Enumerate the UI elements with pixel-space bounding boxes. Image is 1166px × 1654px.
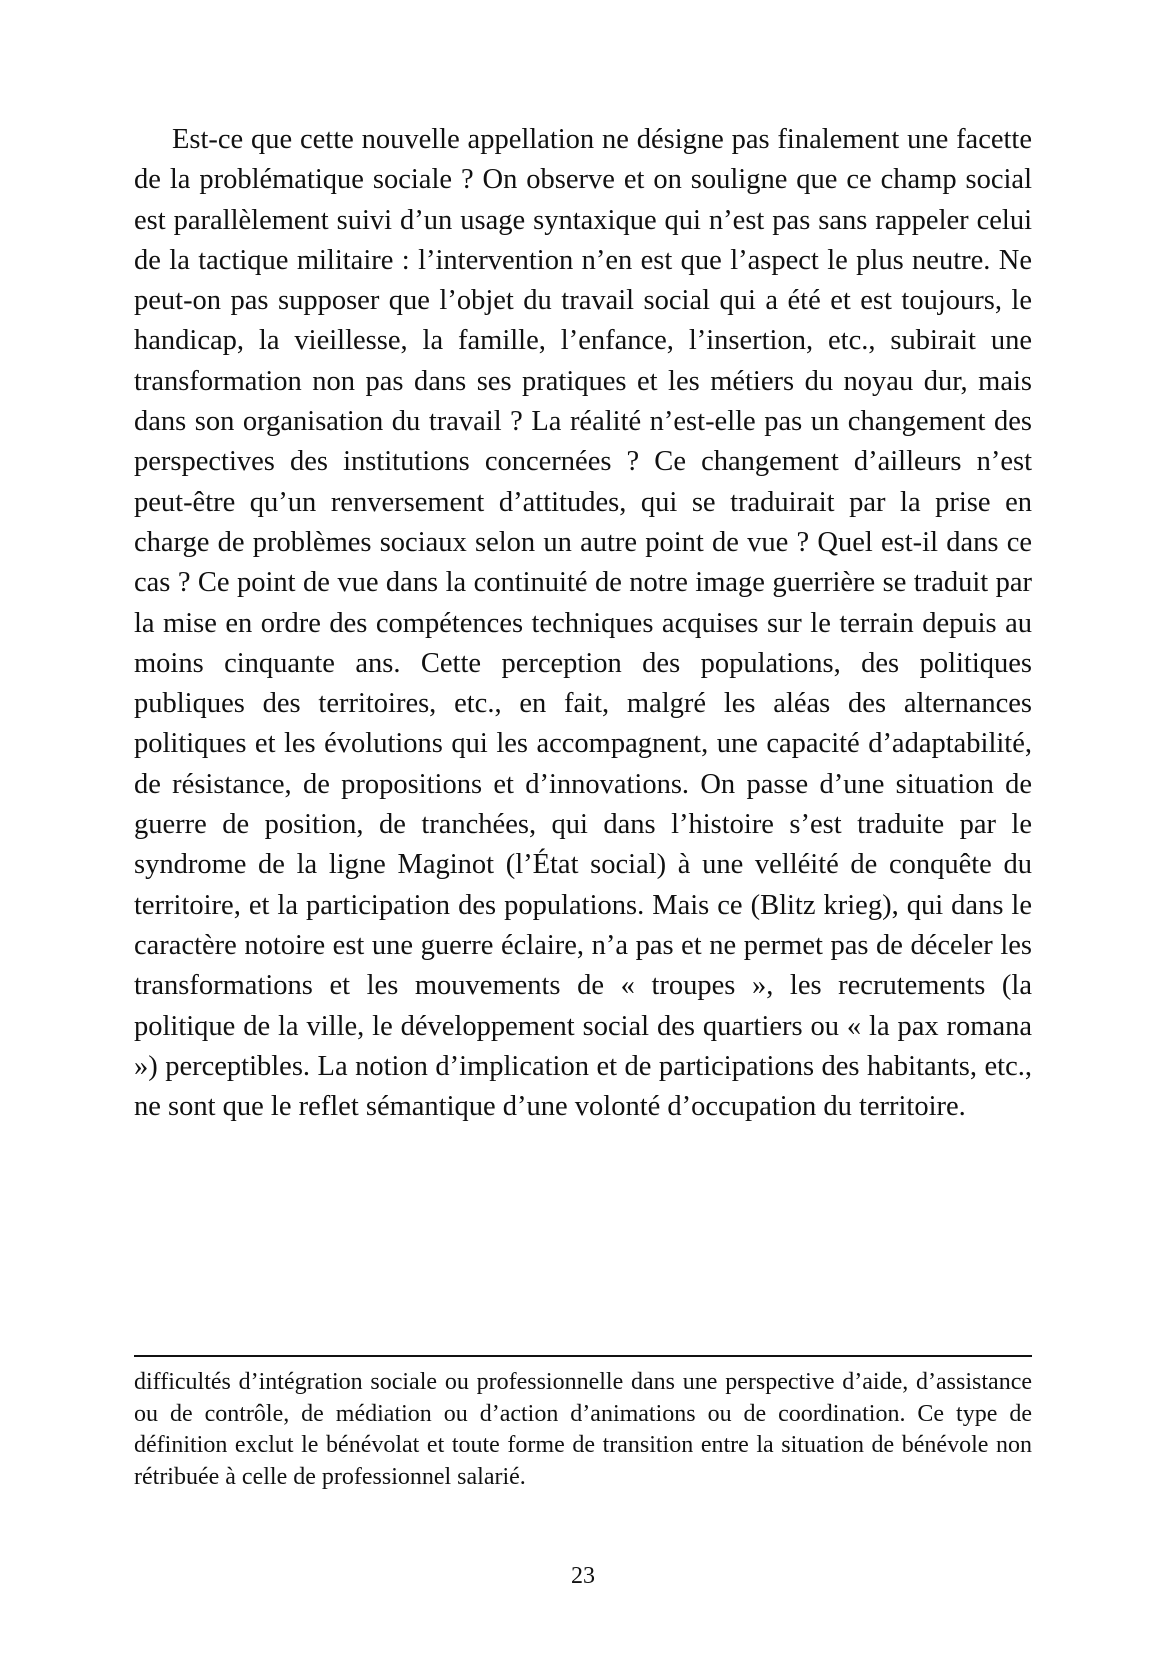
footnote-separator — [134, 1355, 1032, 1357]
body-paragraph: Est-ce que cette nouvelle appellation ne désigne pas finalement une facette de la problématique sociale ? On observe et on souligne que ce champ social est parallèlement suivi d’un usage syntaxique qui n’est pas sans rappeler celui de la tactique militaire : l’intervention n’en est que l’aspect le plus neutre. Ne peut-on pas supposer que l’objet du travail social qui a été et est toujours, le handicap, la vieillesse, la famille, l’enfance, l’insertion, etc., subirait une transformation non pas dans ses pratiques et les métiers du noyau dur, mais dans son organisation du travail ? La réalité n’est-elle pas un changement des perspectives des institutions concernées ? Ce changement d’ailleurs n’est peut-être qu’un renversement d’attitudes, qui se traduirait par la prise en charge de problèmes sociaux selon un autre point de vue ? Quel est-il dans ce cas ? Ce point de vue dans la continuité de notre image guerrière se traduit par la mise en ordre des compétences techniques acquises sur le terrain depuis au moins cinquante ans. Cette perception des populations, des politiques publiques des territoires, etc., en fait, malgré les aléas des alternances politiques et les évolutions qui les accompagnent, une capacité d’adaptabilité, de résistance, de propositions et d’innovations. On passe d’une situation de guerre de position, de tranchées, qui dans l’histoire s’est traduite par le syndrome de la ligne Maginot (l’État social) à une velléité de conquête du territoire, et la participation des populations. Mais ce (Blitz krieg), qui dans le caractère notoire est une guerre éclaire, n’a pas et ne permet pas de déceler les transformations et les mouvements de « troupes », les recrutements (la politique de la ville, le développement social des quartiers ou « la pax romana ») perceptibles. La notion d’implication et de participations des habitants, etc., ne sont que le reflet sémantique d’une volonté d’occupation du territoire. — [134, 124, 1032, 1123]
page-number: 23 — [571, 1563, 595, 1589]
footnote-text: difficultés d’intégration sociale ou professionnelle dans une perspective d’aide, d’assistance ou de contrôle, de médiation ou d’action d’animations ou de coordination. Ce type de définition exclut le bénévolat et toute forme de transition entre la situation de bénévole non rétribuée à celle de professionnel salarié. — [134, 1369, 1032, 1490]
